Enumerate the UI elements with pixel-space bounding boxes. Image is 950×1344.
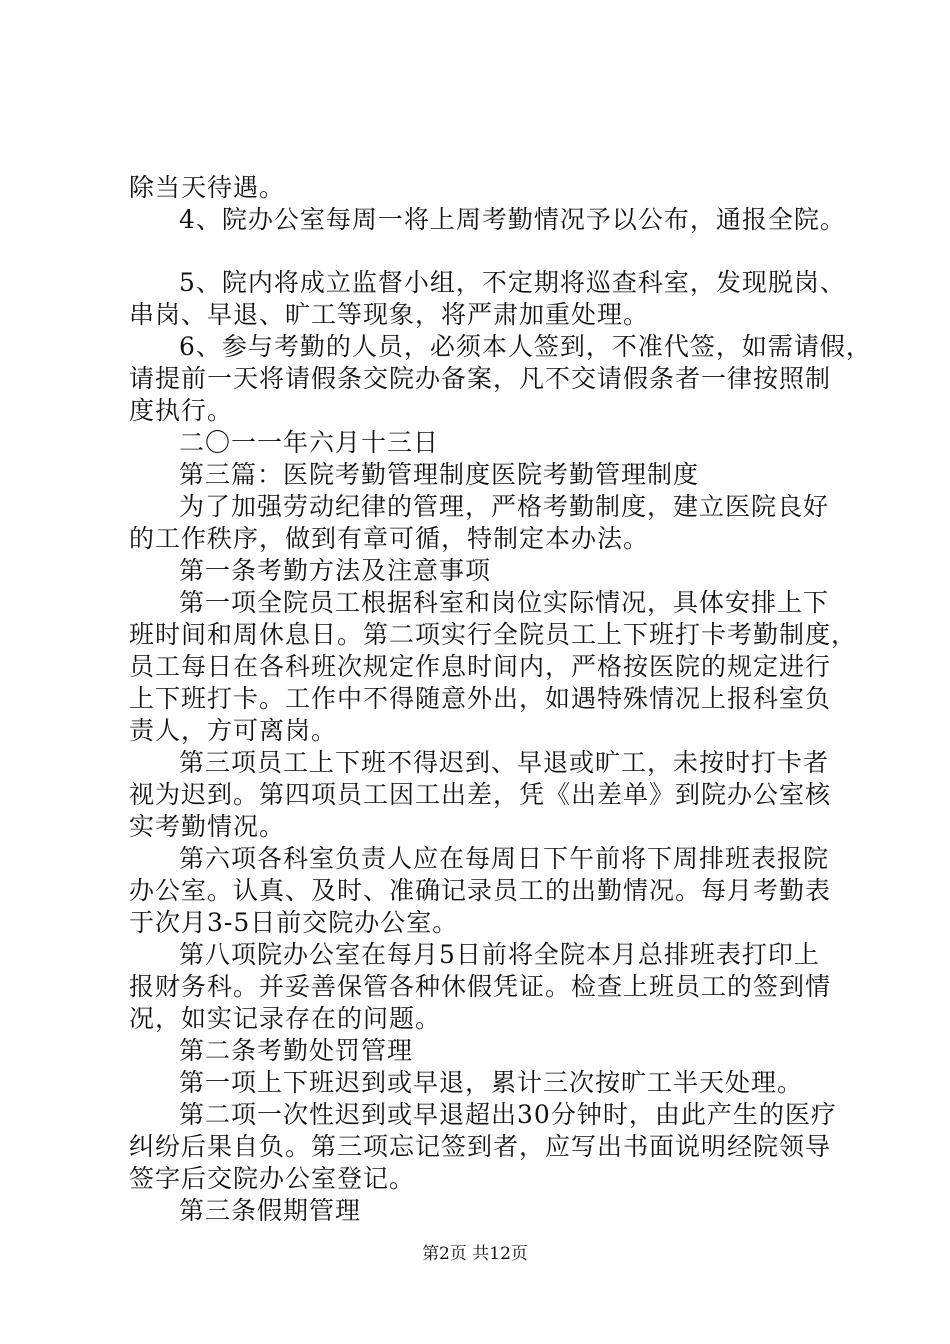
text-line: 况，如实记录存在的问题。	[129, 1004, 442, 1033]
text-line: 员工每日在各科班次规定作息时间内，严格按医院的规定进行	[129, 652, 832, 681]
text-line: 签字后交院办公室登记。	[129, 1164, 416, 1193]
text-line: 4、院办公室每周一将上周考勤情况予以公布，通报全院。	[179, 205, 846, 234]
section-heading: 第三篇：医院考勤管理制度医院考勤管理制度	[179, 460, 700, 489]
text-line: 纠纷后果自负。第三项忘记签到者，应写出书面说明经院领导	[129, 1132, 832, 1161]
date-line: 二〇一一年六月十三日	[179, 428, 440, 457]
text-line: 视为迟到。第四项员工因工出差，凭《出差单》到院办公室核	[129, 780, 832, 809]
text-line: 第一项全院员工根据科室和岗位实际情况，具体安排上下	[179, 588, 830, 617]
article-heading: 第三条假期管理	[179, 1196, 362, 1225]
text-line: 第八项院办公室在每月5日前将全院本月总排班表打印上	[179, 940, 820, 969]
text-line: 第六项各科室负责人应在每周日下午前将下周排班表报院	[179, 844, 830, 873]
text-line: 第三项员工上下班不得迟到、早退或旷工，未按时打卡者	[179, 748, 830, 777]
paragraph-gap	[129, 236, 829, 267]
text-line: 责人，方可离岗。	[129, 716, 338, 745]
page-number-footer: 第2页 共12页	[422, 1244, 528, 1264]
article-heading: 第一条考勤方法及注意事项	[179, 556, 492, 585]
article-heading: 第二条考勤处罚管理	[179, 1036, 414, 1065]
text-line: 第一项上下班迟到或早退，累计三次按旷工半天处理。	[179, 1068, 804, 1097]
text-line: 第二项一次性迟到或早退超出30分钟时，由此产生的医疗	[179, 1100, 837, 1129]
text-line: 于次月3-5日前交院办公室。	[129, 908, 459, 937]
text-line: 除当天待遇。	[129, 173, 286, 202]
text-line: 度执行。	[129, 396, 234, 425]
text-line: 上下班打卡。工作中不得随意外出，如遇特殊情况上报科室负	[129, 684, 832, 713]
text-line: 6、参与考勤的人员，必须本人签到，不准代签，如需请假，	[179, 332, 872, 361]
text-line: 5、院内将成立监督小组，不定期将巡查科室，发现脱岗、	[179, 268, 846, 297]
text-line: 实考勤情况。	[129, 812, 286, 841]
text-line: 串岗、早退、旷工等现象，将严肃加重处理。	[129, 300, 650, 329]
document-body	[129, 172, 872, 1227]
text-line: 办公室。认真、及时、准确记录员工的出勤情况。每月考勤表	[129, 876, 832, 905]
text-line: 的工作秩序，做到有章可循，特制定本办法。	[129, 524, 650, 553]
text-line: 报财务科。并妥善保管各种休假凭证。检查上班员工的签到情	[129, 972, 832, 1001]
text-line: 为了加强劳动纪律的管理，严格考勤制度，建立医院良好	[179, 492, 830, 521]
text-line: 请提前一天将请假条交院办备案，凡不交请假条者一律按照制	[129, 364, 832, 393]
text-line: 班时间和周休息日。第二项实行全院员工上下班打卡考勤制度，	[129, 620, 858, 649]
